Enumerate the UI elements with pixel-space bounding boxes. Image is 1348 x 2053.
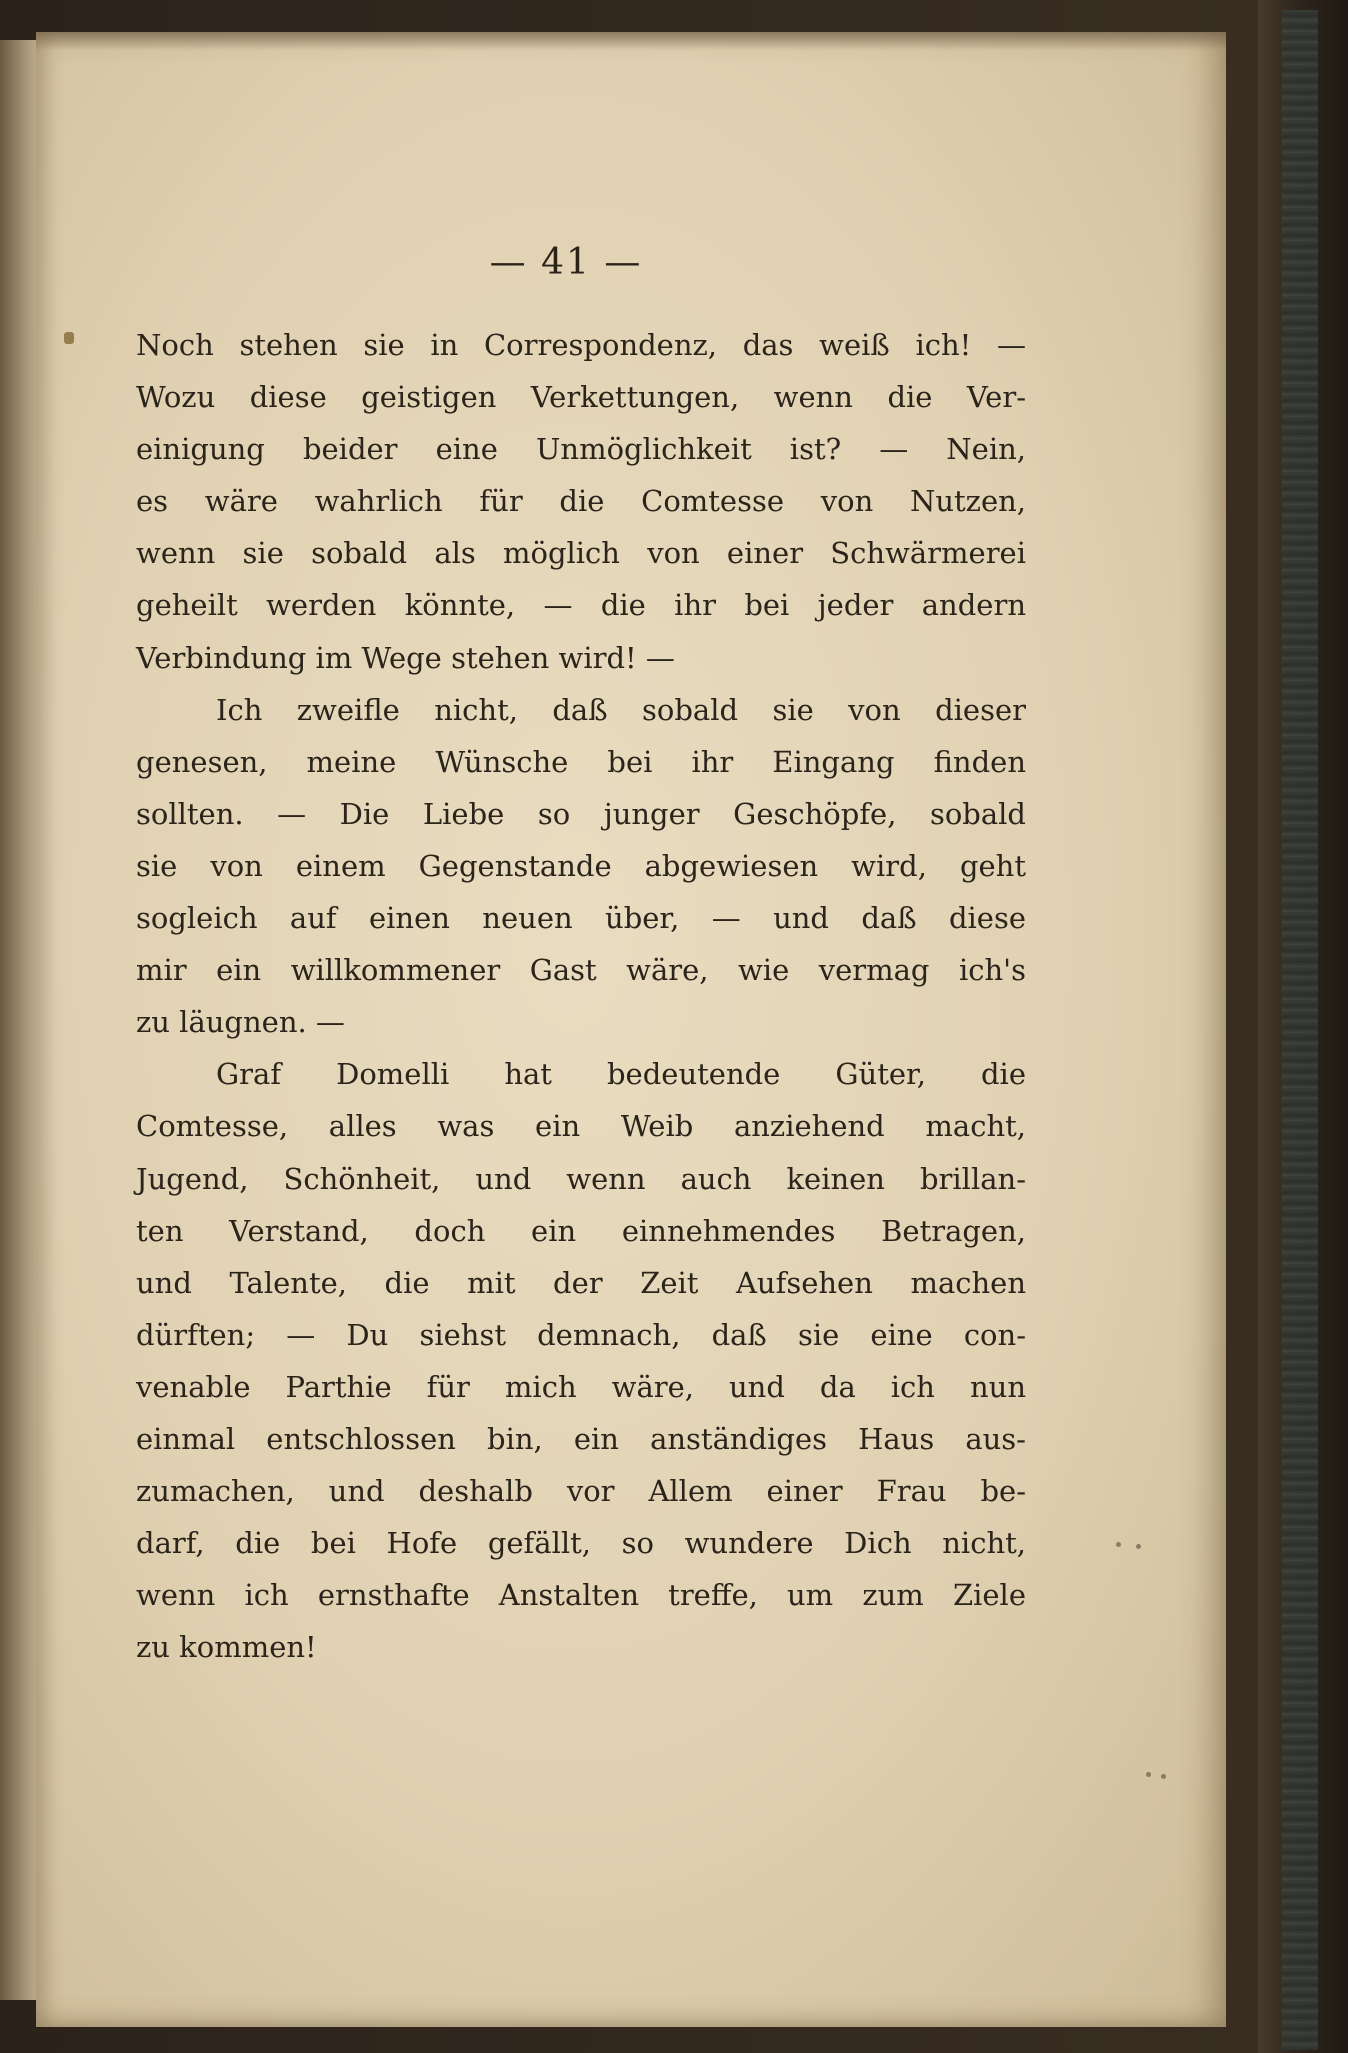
text-line: Ich zweifle nicht, daß sobald sie von dieser xyxy=(216,692,1026,727)
page-top-shadow xyxy=(36,32,1226,50)
text-line: und Talente, die mit der Zeit Aufsehen machen xyxy=(136,1265,1026,1300)
text-line: mir ein willkommener Gast wäre, wie vermag ich's xyxy=(136,953,1026,988)
text-line: darf, die bei Hofe gefällt, so wundere Dich nicht, xyxy=(136,1526,1026,1561)
ink-stain xyxy=(64,332,74,344)
text-line: Jugend, Schönheit, und wenn auch keinen brillan- xyxy=(136,1161,1026,1196)
text-line: Comtesse, alles was ein Weib anziehend macht, xyxy=(136,1109,1026,1144)
text-line: dürften; — Du siehst demnach, daß sie eine con- xyxy=(136,1317,1026,1352)
paper-speck xyxy=(1116,1542,1121,1547)
text-line: sogleich auf einen neuen über, — und daß diese xyxy=(136,901,1026,936)
text-line: Noch stehen sie in Correspondenz, das weiß ich! — xyxy=(136,328,1026,362)
text-line: wenn sie sobald als möglich von einer Schwärmerei xyxy=(136,536,1026,571)
paper-speck xyxy=(1146,1772,1151,1777)
text-line: zumachen, und deshalb vor Allem einer Frau be- xyxy=(136,1474,1026,1509)
text-line: zu kommen! xyxy=(136,1630,317,1665)
text-line: sollten. — Die Liebe so junger Geschöpfe, sobald xyxy=(136,796,1026,831)
text-line: Graf Domelli hat bedeutende Güter, die xyxy=(216,1057,1026,1092)
spine-leather xyxy=(1282,10,1318,2050)
text-line: sie von einem Gegenstande abgewiesen wird, geht xyxy=(136,848,1026,883)
book-page xyxy=(36,32,1226,2027)
text-line: Wozu diese geistigen Verkettungen, wenn die Ver- xyxy=(136,380,1026,415)
text-line: venable Parthie für mich wäre, und da ich nun xyxy=(136,1369,1026,1404)
text-line: wenn ich ernsthafte Anstalten treffe, um zum Ziele xyxy=(136,1578,1026,1613)
body-text xyxy=(136,319,1026,1673)
text-line: Verbindung im Wege stehen wird! — xyxy=(136,640,675,675)
text-line: geheilt werden könnte, — die ihr bei jeder andern xyxy=(136,588,1026,623)
text-line: einmal entschlossen bin, ein anständiges Haus aus- xyxy=(136,1421,1026,1456)
text-line: genesen, meine Wünsche bei ihr Eingang finden xyxy=(136,744,1026,779)
text-line: es wäre wahrlich für die Comtesse von Nutzen, xyxy=(136,484,1026,519)
text-line: ten Verstand, doch ein einnehmendes Betragen, xyxy=(136,1213,1026,1248)
page-number: — 41 — xyxy=(489,242,643,283)
paper-speck xyxy=(1161,1774,1166,1779)
paper-speck xyxy=(1136,1544,1141,1549)
book-cover-board xyxy=(1258,0,1348,2053)
text-line: zu läugnen. — xyxy=(136,1005,345,1040)
text-line: einigung beider eine Unmöglichkeit ist? — Nein, xyxy=(136,432,1026,467)
